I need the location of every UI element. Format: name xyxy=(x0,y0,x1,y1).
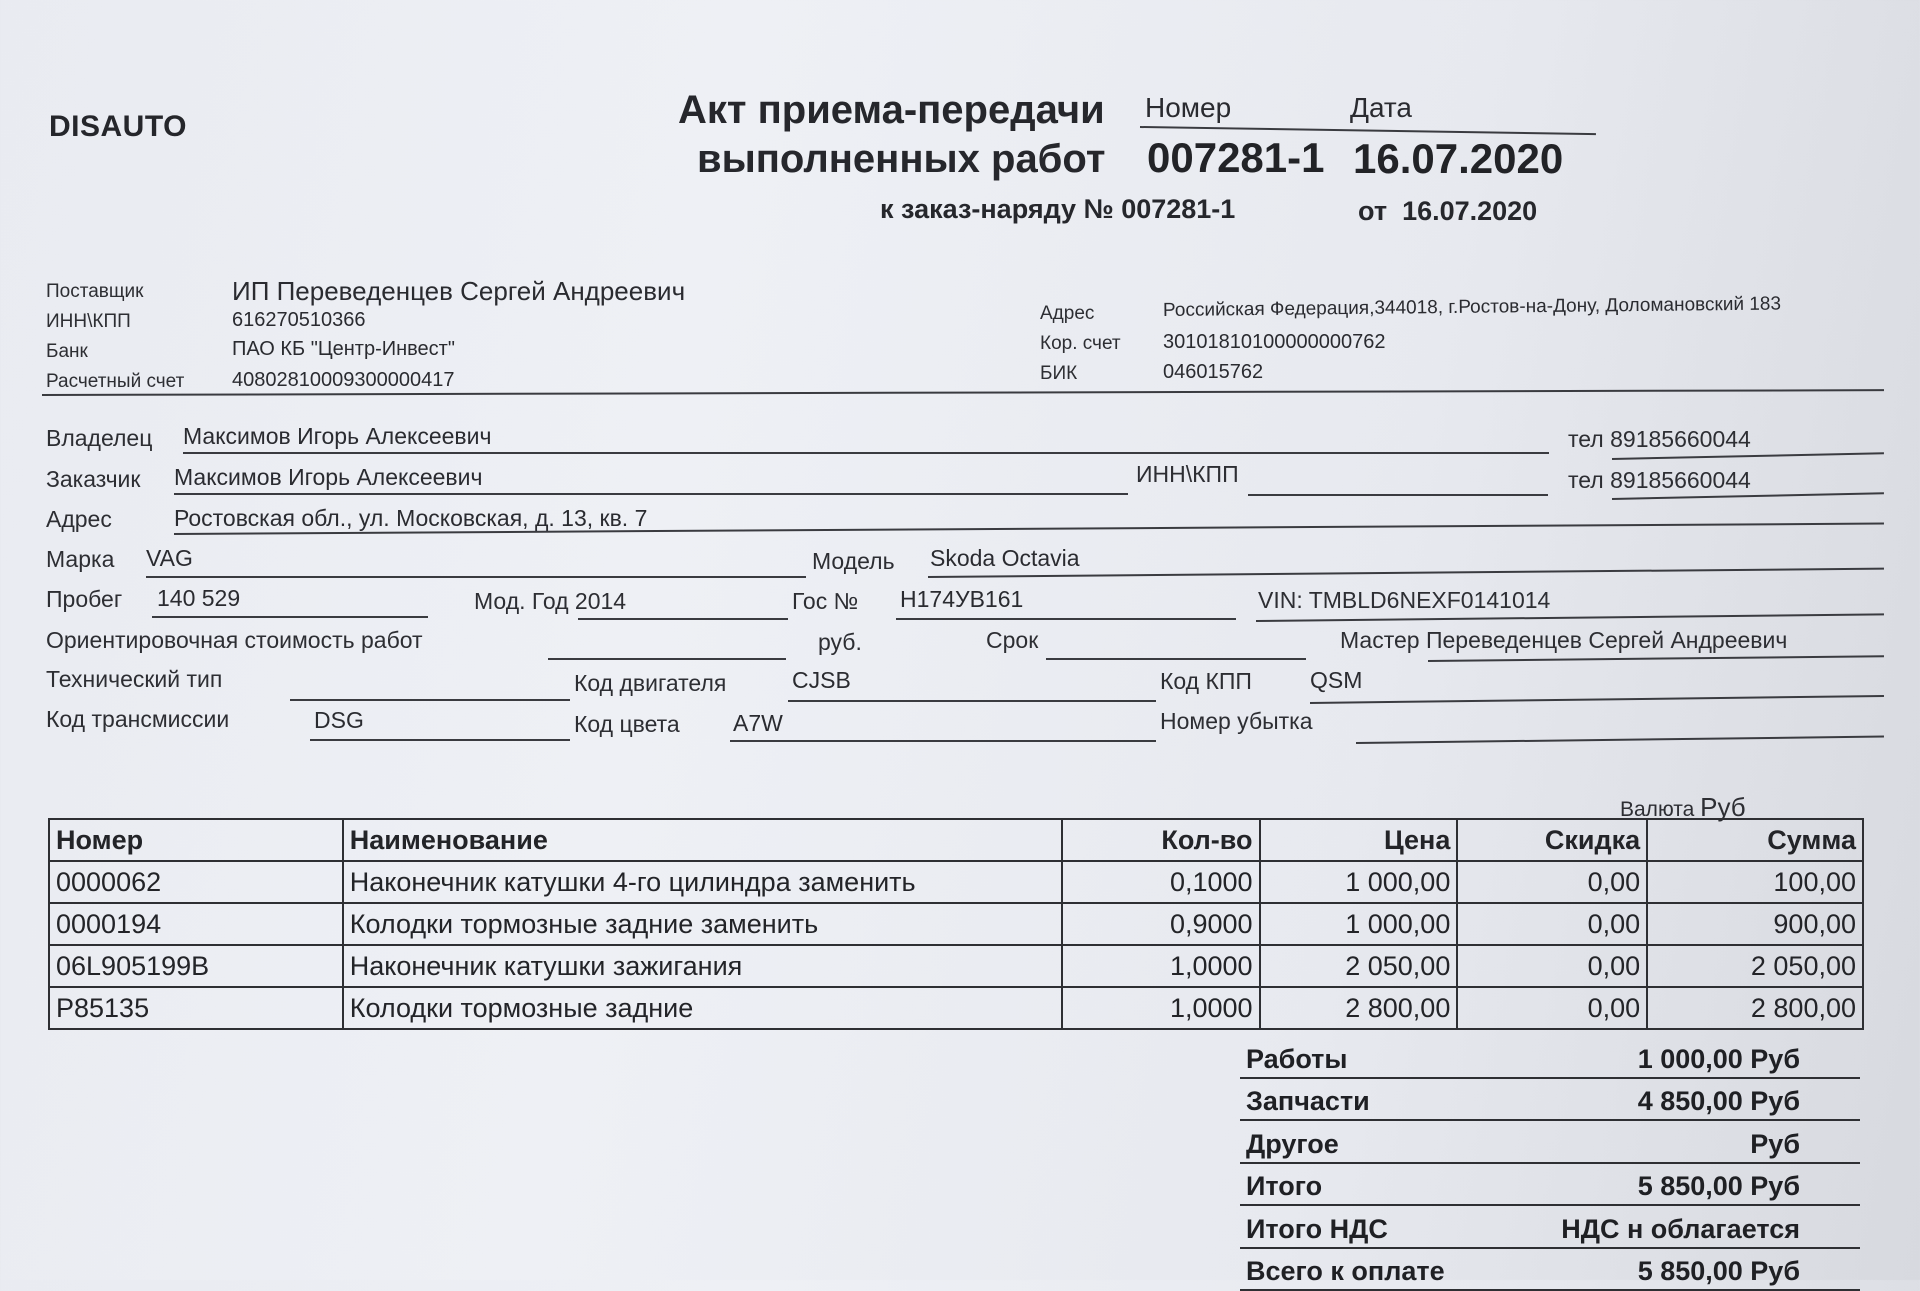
order-ref-number: 007281-1 xyxy=(1121,194,1235,224)
cell-discount: 0,00 xyxy=(1457,987,1647,1029)
col-name: Наименование xyxy=(343,819,1062,861)
make-label: Марка xyxy=(46,546,114,573)
gearbox-label: Код КПП xyxy=(1160,668,1252,695)
rub-label: руб. xyxy=(818,629,862,656)
cell-number: P85135 xyxy=(49,987,343,1029)
table-row xyxy=(49,987,1863,1029)
date-label: Дата xyxy=(1350,92,1412,124)
cell-sum: 2 050,00 xyxy=(1647,945,1863,987)
cell-sum: 2 800,00 xyxy=(1647,987,1863,1029)
totals-label: Итого НДС xyxy=(1246,1214,1388,1245)
tech-type-field xyxy=(290,699,570,701)
col-sum: Сумма xyxy=(1647,819,1863,861)
cell-discount: 0,00 xyxy=(1457,861,1647,903)
company-logo: DISAUTO xyxy=(49,110,187,144)
cell-qty: 0,9000 xyxy=(1062,903,1260,945)
client-inn-field xyxy=(1248,494,1548,496)
gearbox-underline xyxy=(1310,695,1884,704)
cell-sum: 100,00 xyxy=(1647,861,1863,903)
cell-qty: 1,0000 xyxy=(1062,987,1260,1029)
transmission-value: DSG xyxy=(314,707,364,734)
tech-type-label: Технический тип xyxy=(46,666,222,693)
year-underline xyxy=(578,618,788,620)
master-label: Мастер xyxy=(1340,627,1420,653)
title-line1: Акт приема-передачи xyxy=(678,88,1105,133)
cell-price: 1 000,00 xyxy=(1260,903,1458,945)
cell-discount: 0,00 xyxy=(1457,903,1647,945)
loss-number-label: Номер убытка xyxy=(1160,708,1313,735)
owner-phone-label: тел xyxy=(1568,426,1604,452)
act-number: 007281-1 xyxy=(1147,134,1325,182)
loss-number-field xyxy=(1356,736,1884,744)
totals-label: Другое xyxy=(1246,1129,1339,1160)
owner-name: Максимов Игорь Алексеевич xyxy=(183,423,491,450)
client-phone-label: тел xyxy=(1568,467,1604,493)
table-row xyxy=(49,861,1863,903)
totals-row-subtotal xyxy=(1240,1164,1860,1207)
totals-block xyxy=(1240,1036,1860,1291)
mileage-value: 140 529 xyxy=(157,585,240,612)
account-number: 40802810009300000417 xyxy=(232,369,454,392)
title-line2: выполненных работ xyxy=(697,137,1105,182)
term-label: Срок xyxy=(986,627,1038,654)
account-label: Расчетный счет xyxy=(46,371,184,393)
table-row xyxy=(49,903,1863,945)
col-qty: Кол-во xyxy=(1062,819,1260,861)
cell-price: 2 800,00 xyxy=(1260,987,1458,1029)
client-address-label: Адрес xyxy=(46,506,112,533)
totals-value: 1 000,00 Руб xyxy=(1638,1044,1800,1075)
cell-price: 1 000,00 xyxy=(1260,861,1458,903)
cell-qty: 0,1000 xyxy=(1062,861,1260,903)
cell-name: Наконечник катушки 4-го цилиндра заменить xyxy=(343,861,1062,903)
totals-label: Запчасти xyxy=(1246,1086,1370,1117)
supplier-address: Российская Федерация,344018, г.Ростов-на-Дону, Доломановский 183 xyxy=(1163,294,1781,322)
owner-phone: 89185660044 xyxy=(1610,426,1751,452)
client-label: Заказчик xyxy=(46,466,140,493)
col-price: Цена xyxy=(1260,819,1458,861)
corr-account-label: Кор. счет xyxy=(1040,333,1121,355)
owner-label: Владелец xyxy=(46,425,152,452)
cell-name: Колодки тормозные задние xyxy=(343,987,1062,1029)
plate-label: Гос № xyxy=(792,588,858,615)
mileage-underline xyxy=(152,616,428,618)
bik: 046015762 xyxy=(1163,361,1263,384)
bank-name: ПАО КБ "Центр-Инвест" xyxy=(232,338,455,361)
currency-label: Валюта xyxy=(1620,798,1694,821)
supplier-address-label: Адрес xyxy=(1040,303,1094,325)
col-discount: Скидка xyxy=(1457,819,1647,861)
gearbox-value: QSM xyxy=(1310,667,1362,694)
vin-value: TMBLD6NEXF0141014 xyxy=(1309,587,1551,613)
vin-label: VIN: xyxy=(1258,587,1303,613)
est-cost-field xyxy=(548,658,786,660)
engine-value: CJSB xyxy=(792,667,851,694)
cell-sum: 900,00 xyxy=(1647,903,1863,945)
totals-row-parts xyxy=(1240,1079,1860,1122)
totals-row-other xyxy=(1240,1121,1860,1164)
totals-label: Итого xyxy=(1246,1171,1322,1202)
totals-row-vat xyxy=(1240,1206,1860,1249)
cell-number: 0000194 xyxy=(49,903,343,945)
term-field xyxy=(1046,658,1306,660)
order-ref-date: 16.07.2020 xyxy=(1402,196,1537,226)
cell-number: 0000062 xyxy=(49,861,343,903)
act-date: 16.07.2020 xyxy=(1353,135,1563,183)
engine-label: Код двигателя xyxy=(574,670,726,697)
color-underline xyxy=(730,740,1156,742)
mileage-label: Пробег xyxy=(46,586,122,613)
cell-discount: 0,00 xyxy=(1457,945,1647,987)
est-cost-label: Ориентировочная стоимость работ xyxy=(46,627,423,654)
table-header-row xyxy=(49,819,1863,861)
model-value: Skoda Octavia xyxy=(930,545,1080,572)
order-ref-from: от xyxy=(1358,196,1387,226)
make-value: VAG xyxy=(146,545,193,572)
corr-account: 30101810100000000762 xyxy=(1163,331,1385,354)
supplier-inn: 616270510366 xyxy=(232,309,365,332)
transmission-underline xyxy=(310,739,570,741)
plate-underline xyxy=(896,618,1236,620)
supplier-name: ИП Переведенцев Сергей Андреевич xyxy=(232,276,685,307)
totals-value: Руб xyxy=(1750,1129,1800,1160)
totals-label: Работы xyxy=(1246,1044,1347,1075)
items-table xyxy=(48,818,1864,1030)
cell-name: Колодки тормозные задние заменить xyxy=(343,903,1062,945)
year-label: Мод. Год xyxy=(474,588,569,614)
currency-value: Руб xyxy=(1700,792,1746,822)
master-name: Переведенцев Сергей Андреевич xyxy=(1426,627,1787,653)
bik-label: БИК xyxy=(1040,363,1077,385)
totals-value: 4 850,00 Руб xyxy=(1638,1086,1800,1117)
supplier-inn-label: ИНН\КПП xyxy=(46,311,131,333)
order-ref-label: к заказ-наряду № xyxy=(880,194,1114,224)
client-inn-label: ИНН\КПП xyxy=(1136,461,1239,488)
totals-row-works xyxy=(1240,1036,1860,1079)
color-label: Код цвета xyxy=(574,711,680,738)
transmission-label: Код трансмиссии xyxy=(46,706,229,733)
col-number: Номер xyxy=(49,819,343,861)
owner-phone-underline xyxy=(1612,452,1884,460)
make-underline xyxy=(146,576,806,578)
year-value: 2014 xyxy=(575,588,626,614)
cell-number: 06L905199B xyxy=(49,945,343,987)
cell-qty: 1,0000 xyxy=(1062,945,1260,987)
totals-row-grand-total xyxy=(1240,1249,1860,1291)
client-phone: 89185660044 xyxy=(1610,467,1751,493)
master-underline xyxy=(1428,655,1884,662)
totals-value: НДС н облагается xyxy=(1561,1214,1800,1245)
client-name: Максимов Игорь Алексеевич xyxy=(174,464,482,491)
engine-underline xyxy=(788,700,1156,702)
client-address: Ростовская обл., ул. Московская, д. 13, кв. 7 xyxy=(174,505,647,532)
totals-value: 5 850,00 Руб xyxy=(1638,1171,1800,1202)
table-row xyxy=(49,945,1863,987)
supplier-label: Поставщик xyxy=(46,281,143,303)
cell-price: 2 050,00 xyxy=(1260,945,1458,987)
bank-label: Банк xyxy=(46,341,88,363)
owner-underline xyxy=(183,452,1549,454)
model-label: Модель xyxy=(812,548,895,575)
number-label: Номер xyxy=(1145,92,1231,124)
totals-label: Всего к оплате xyxy=(1246,1256,1445,1287)
cell-name: Наконечник катушки зажигания xyxy=(343,945,1062,987)
plate-value: Н174УВ161 xyxy=(900,586,1023,613)
vin-underline xyxy=(1256,613,1884,622)
totals-value: 5 850,00 Руб xyxy=(1638,1256,1800,1287)
client-underline xyxy=(174,493,1128,495)
color-value: A7W xyxy=(733,710,783,737)
